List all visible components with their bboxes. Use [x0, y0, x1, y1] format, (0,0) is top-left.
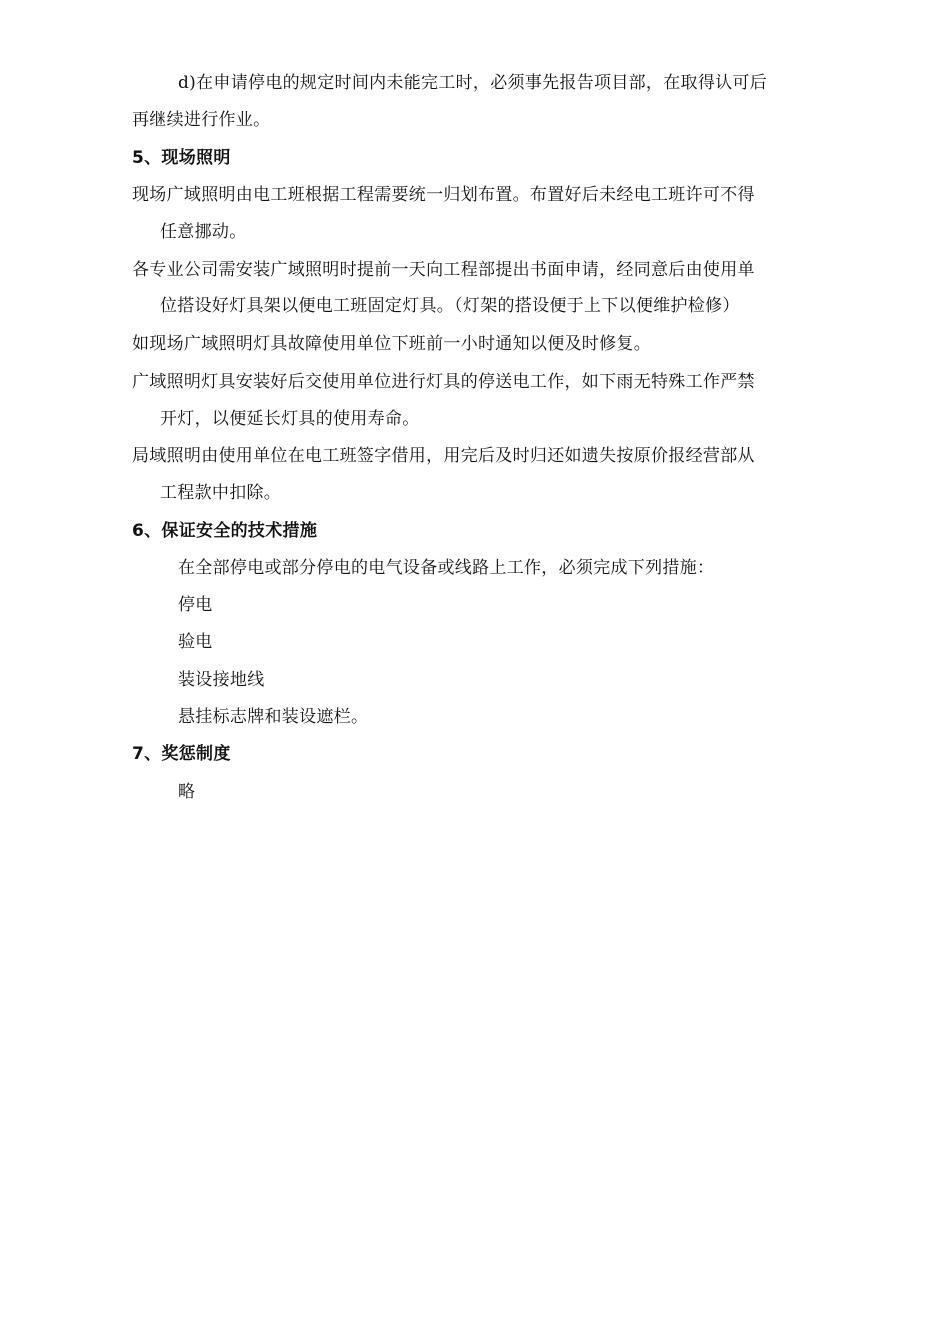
section-5-paragraph-2-line-1: 各专业公司需安装广域照明时提前一天向工程部提出书面申请，经同意后由使用单: [132, 260, 755, 280]
section-5-paragraph-1-line-1: 现场广域照明由电工班根据工程需要统一归划布置。布置好后未经电工班许可不得: [132, 185, 755, 205]
section-6-item-2: 验电: [178, 632, 213, 652]
section-6-heading: 6、保证安全的技术措施: [132, 521, 318, 541]
section-6-item-4: 悬挂标志牌和装设遮栏。: [178, 707, 369, 727]
section-5-paragraph-1-line-2: 任意挪动。: [160, 222, 247, 242]
paragraph-d-line-2: 再继续进行作业。: [132, 110, 271, 130]
section-5-paragraph-2-line-2: 位搭设好灯具架以便电工班固定灯具。（灯架的搭设便于上下以便维护检修）: [160, 296, 740, 316]
section-7-body: 略: [178, 782, 196, 802]
section-5-paragraph-4-line-1: 广域照明灯具安装好后交使用单位进行灯具的停送电工作，如下雨无特殊工作严禁: [132, 372, 755, 392]
section-5-paragraph-5-line-1: 局域照明由使用单位在电工班签字借用，用完后及时归还如遗失按原价报经营部从: [132, 446, 755, 466]
section-5-paragraph-4-line-2: 开灯，以便延长灯具的使用寿命。: [160, 409, 420, 429]
section-7-heading: 7、奖惩制度: [132, 744, 231, 764]
section-6-item-1: 停电: [178, 595, 213, 615]
paragraph-d-line-1: d)在申请停电的规定时间内未能完工时，必须事先报告项目部，在取得认可后: [178, 73, 768, 93]
section-5-paragraph-5-line-2: 工程款中扣除。: [160, 483, 282, 503]
section-6-item-3: 装设接地线: [178, 670, 265, 690]
section-5-paragraph-3-line-1: 如现场广域照明灯具故障使用单位下班前一小时通知以便及时修复。: [132, 334, 651, 354]
section-6-intro: 在全部停电或部分停电的电气设备或线路上工作，必须完成下列措施：: [178, 558, 715, 578]
section-5-heading: 5、现场照明: [132, 148, 231, 168]
